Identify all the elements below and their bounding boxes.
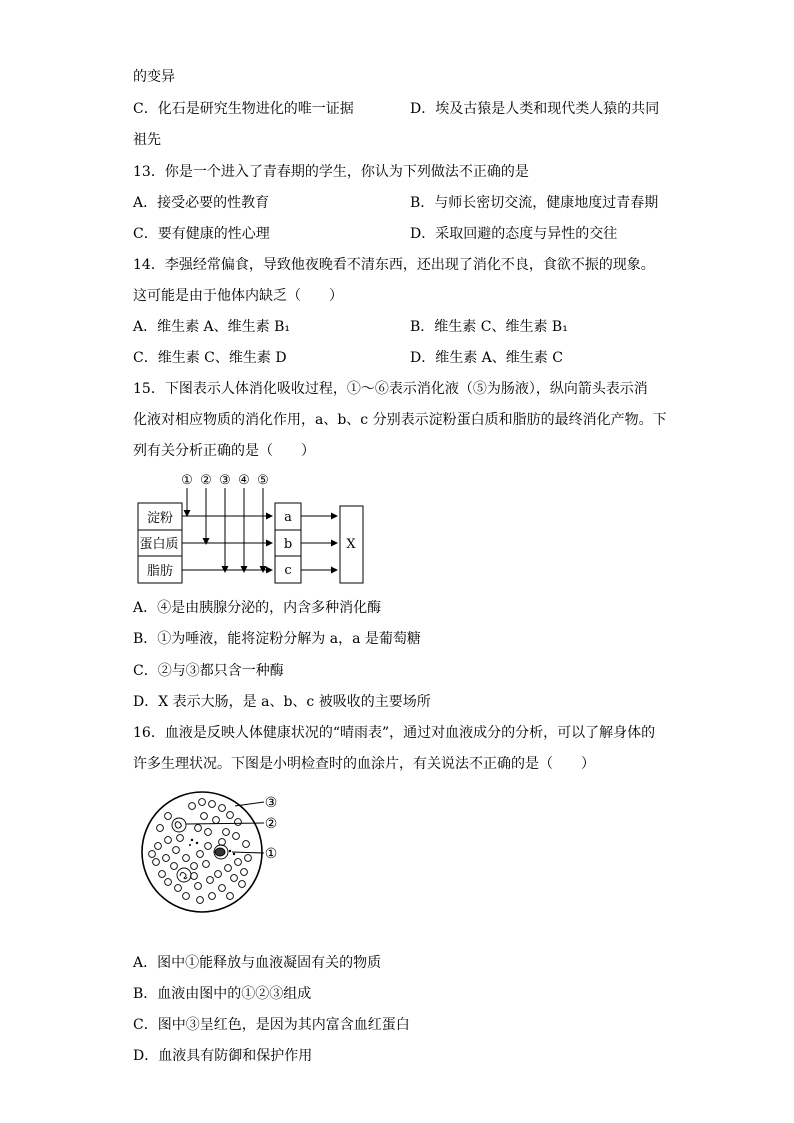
red-blood-cell — [195, 825, 202, 832]
red-blood-cell — [201, 813, 208, 820]
q13-option-a: A．接受必要的性教育 — [133, 195, 270, 211]
red-blood-cell — [175, 885, 182, 892]
red-blood-cell — [159, 871, 166, 878]
product-c: c — [284, 563, 292, 578]
q16-option-d: D．血液具有防御和保护作用 — [133, 1048, 313, 1064]
product-b: b — [283, 537, 293, 552]
q15-option-a: A．④是由胰腺分泌的，内含多种消化酶 — [133, 600, 382, 616]
red-blood-cell — [245, 855, 252, 862]
q16-option-c: C．图中③呈红色，是因为其内富含血红蛋白 — [133, 1017, 410, 1033]
red-blood-cell — [157, 825, 164, 832]
red-blood-cell — [219, 885, 226, 892]
red-blood-cell — [215, 871, 222, 878]
substance-protein: 蛋白质 — [139, 537, 179, 552]
red-blood-cell — [173, 847, 180, 854]
q13-option-c: C．要有健康的性心理 — [133, 226, 270, 242]
red-blood-cell — [209, 801, 216, 808]
juice-label-1: ① — [181, 473, 193, 488]
red-blood-cell — [197, 851, 204, 858]
red-blood-cell — [219, 805, 226, 812]
red-blood-cell — [191, 863, 198, 870]
label-1: ① — [264, 846, 278, 862]
red-blood-cell — [199, 799, 206, 806]
red-blood-cell — [213, 817, 220, 824]
product-a: a — [284, 510, 292, 525]
q16-stem-line1: 16．血液是反映人体健康状况的“晴雨表”，通过对血液成分的分析，可以了解身体的 — [133, 725, 656, 741]
substance-fat: 脂肪 — [146, 564, 174, 579]
red-blood-cell — [227, 812, 234, 819]
red-blood-cell — [231, 875, 238, 882]
red-blood-cell — [155, 843, 162, 850]
red-blood-cell — [225, 865, 232, 872]
red-blood-cell — [235, 819, 242, 826]
red-blood-cell — [165, 837, 172, 844]
q13-option-d: D．采取回避的态度与异性的交往 — [410, 226, 618, 242]
red-blood-cell — [203, 861, 210, 868]
q16-option-a: A．图中①能释放与血液凝固有关的物质 — [133, 955, 382, 971]
substance-starch: 淀粉 — [146, 511, 174, 526]
label-3: ③ — [264, 795, 278, 811]
organ-x-label: X — [346, 537, 356, 552]
red-blood-cell — [207, 877, 214, 884]
q16-option-b: B．血液由图中的①②③组成 — [133, 986, 312, 1002]
red-blood-cell — [163, 855, 170, 862]
q12-option-d-cont: 祖先 — [133, 132, 161, 148]
digestion-diagram — [130, 466, 380, 590]
juice-label-5: ⑤ — [257, 473, 269, 488]
label-2: ② — [264, 816, 278, 832]
q14-stem-line1: 14．李强经常偏食，导致他夜晚看不清东西，还出现了消化不良，食欲不振的现象。 — [133, 257, 655, 273]
white-blood-cell — [172, 818, 191, 882]
red-blood-cell — [197, 897, 204, 904]
red-blood-cell — [153, 859, 160, 866]
q15-option-d: D．X 表示大肠，是 a、b、c 被吸收的主要场所 — [133, 694, 431, 710]
red-blood-cell — [171, 863, 178, 870]
red-blood-cell — [223, 829, 230, 836]
q13-stem: 13．你是一个进入了青春期的学生，你认为下列做法不正确的是 — [133, 164, 529, 180]
juice-label-4: ④ — [238, 473, 250, 488]
red-blood-cell — [233, 833, 240, 840]
q15-option-c: C．②与③都只含一种酶 — [133, 663, 284, 679]
red-blood-cell — [189, 803, 196, 810]
q12-option-c: C．化石是研究生物进化的唯一证据 — [133, 101, 354, 117]
q15-option-b: B．①为唾液，能将淀粉分解为 a，a 是葡萄糖 — [133, 631, 421, 647]
red-blood-cell — [183, 855, 190, 862]
red-blood-cell — [239, 881, 246, 888]
q14-option-b: B．维生素 C、维生素 B₁ — [410, 319, 568, 335]
juice-label-2: ② — [200, 473, 212, 488]
red-blood-cell — [165, 879, 172, 886]
juice-label-3: ③ — [219, 473, 231, 488]
white-blood-cell-nucleus — [214, 845, 228, 859]
red-blood-cell — [227, 893, 234, 900]
red-blood-cell — [195, 883, 202, 890]
q12-option-d: D．埃及古猿是人类和现代类人猿的共同 — [410, 101, 660, 117]
red-blood-cell — [191, 873, 198, 880]
q14-stem-line2: 这可能是由于他体内缺乏（ ） — [133, 288, 343, 304]
red-blood-cell — [241, 869, 248, 876]
blood-smear-diagram — [138, 788, 288, 918]
red-blood-cell — [205, 843, 212, 850]
red-blood-cell — [177, 835, 184, 842]
q15-stem-line3: 列有关分析正确的是（ ） — [133, 443, 315, 459]
red-blood-cell — [243, 841, 250, 848]
red-blood-cell — [219, 839, 226, 846]
q13-option-b: B．与师长密切交流，健康地度过青春期 — [410, 195, 659, 211]
q15-stem-line2: 化液对相应物质的消化作用，a、b、c 分别表示淀粉蛋白质和脂肪的最终消化产物。下 — [133, 412, 667, 428]
red-blood-cell — [209, 893, 216, 900]
red-blood-cell — [205, 829, 212, 836]
red-blood-cell — [235, 859, 242, 866]
q14-option-a: A．维生素 A、维生素 B₁ — [133, 319, 291, 335]
red-blood-cell — [183, 893, 190, 900]
q16-stem-line2: 许多生理状况。下图是小明检查时的血涂片，有关说法不正确的是（ ） — [133, 756, 595, 772]
q14-option-c: C．维生素 C、维生素 D — [133, 350, 287, 366]
q15-stem-line1: 15．下图表示人体消化吸收过程，①～⑥表示消化液（⑤为肠液），纵向箭头表示消 — [133, 381, 648, 397]
red-blood-cells — [149, 799, 252, 904]
red-blood-cell — [149, 851, 156, 858]
q12-continuation: 的变异 — [133, 69, 175, 85]
q14-option-d: D．维生素 A、维生素 C — [410, 350, 563, 366]
red-blood-cell — [165, 813, 172, 820]
